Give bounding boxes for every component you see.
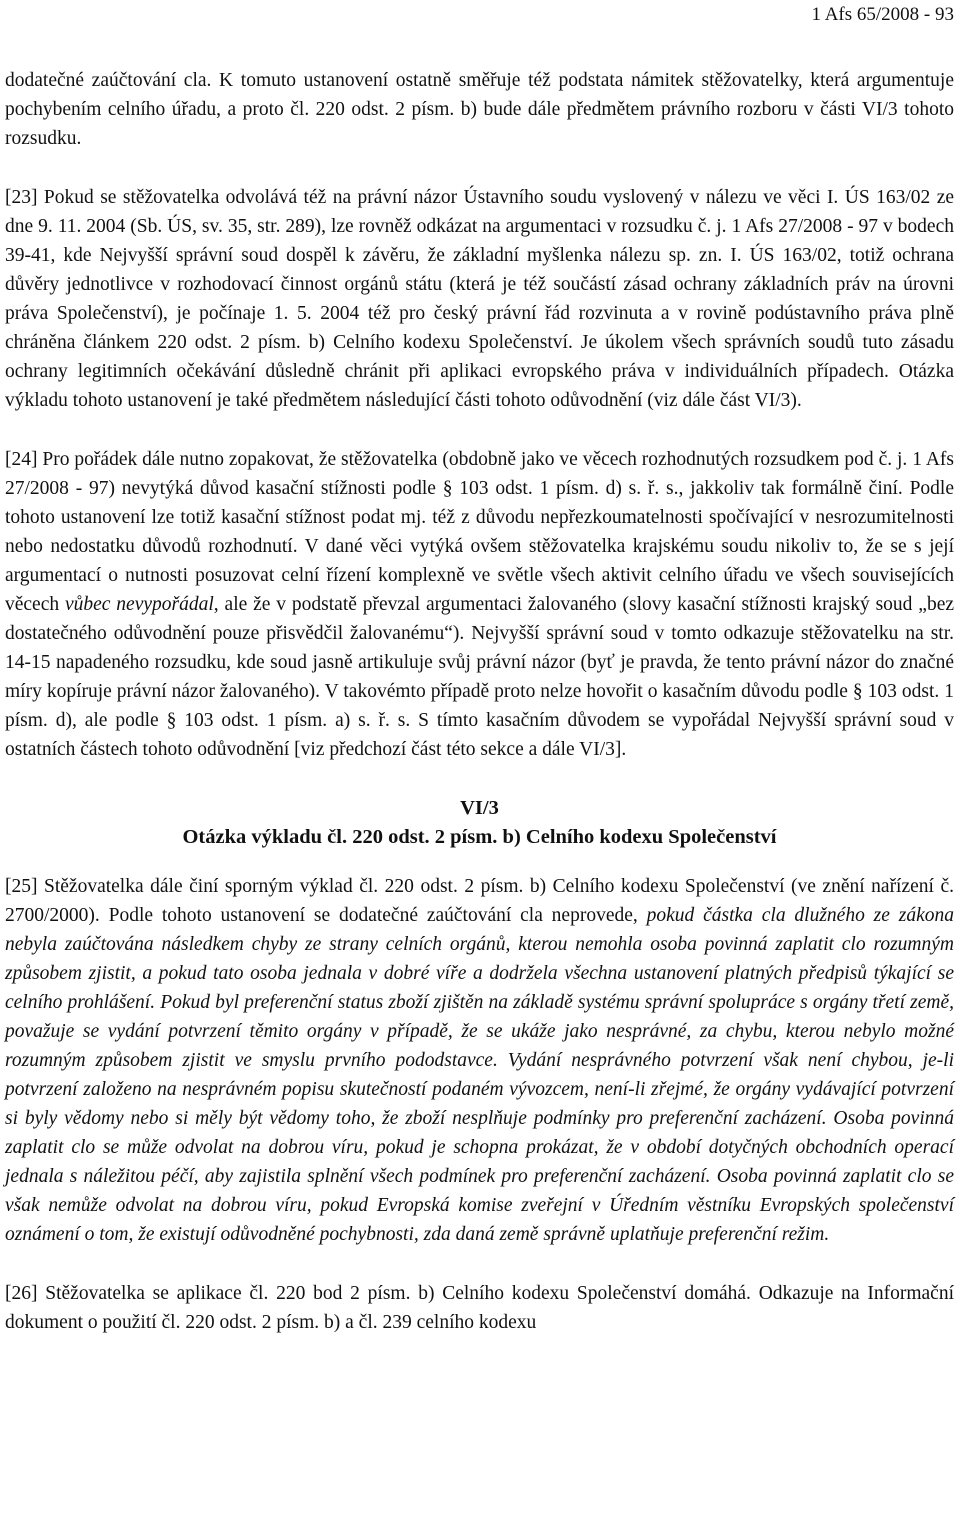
paragraph-24-italic: vůbec nevypořádal [64, 594, 214, 615]
section-title: Otázka výkladu čl. 220 odst. 2 písm. b) Celního kodexu Společenství [182, 826, 777, 848]
paragraph-24-text-b: , ale že v podstatě převzal argumentaci žalovaného (slovy kasační stížnosti krajský soud „bez dostatečného odůvodnění pouze přisvědčil žalovanému“). Nejvyšší správní soud v tomto odkazuje stěžovatelku na str. 14-15 napadeného rozsudku, kde soud jasně artikuluje svůj právní názor (byť je pravda, že tento právní názor do značné míry kopíruje právní názor žalovaného). V takovémto případě proto nelze hovořit o kasačním důvodu podle § 103 odst. 1 písm. d), ale podle § 103 odst. 1 písm. a) s. ř. s. S tímto kasačním důvodem se vypořádal Nejvyšší správní soud v ostatních částech tohoto odůvodnění [viz předchozí část této sekce a dále VI/3]. [5, 594, 955, 760]
paragraph-25-quoted-italic: pokud částka cla dlužného ze zákona nebyla zaúčtována následkem chyby ze strany celních orgánů, kterou nemohla osoba povinná zaplatit clo rozumným způsobem zjistit, a pokud tato osoba jednala v dobré víře a dodržela všechna ustanovení platných předpisů týkající se celního prohlášení. Pokud byl preferenční status zboží zjištěn na základě systému správní spolupráce s orgány třetí země, považuje se vydání potvrzení těmito orgány v případě, že se ukáže jako nesprávné, za chybu, kterou nebylo možné rozumným způsobem zjistit ve smyslu prvního pododstavce. Vydání nesprávného potvrzení však není chybou, je-li potvrzení založeno na nesprávném popisu skutečností podaném vývozcem, není-li zřejmé, že orgány vydávající potvrzení si byly vědomy nebo si měly být vědomy toho, že zboží nesplňuje podmínky pro preferenční zacházení. Osoba povinná zaplatit clo se může odvolat na dobrou víru, pokud je schopna prokázat, že v období dotyčných obchodních operací jednala s náležitou péčí, aby zajistila splnění všech podmínek pro preferenční zacházení. Osoba povinná zaplatit clo se však nemůže odvolat na dobrou víru, pokud Evropská komise zveřejní v Úředním věstníku Evropských společenství oznámení o tom, že existují odůvodněné pochybnosti, zda daná země správně uplatňuje preferenční režim. [5, 905, 954, 1245]
paragraph-25 [5, 872, 954, 1249]
case-reference-header: 1 Afs 65/2008 - 93 [811, 4, 954, 25]
paragraph-continuation: dodatečné zaúčtování cla. K tomuto ustanovení ostatně směřuje též podstata námitek stěžovatelky, která argumentuje pochybením celního úřadu, a proto čl. 220 odst. 2 písm. b) bude dále předmětem právního rozboru v části VI/3 tohoto rozsudku. [5, 70, 954, 149]
paragraph-24 [5, 445, 954, 764]
paragraph-23: [23] Pokud se stěžovatelka odvolává též na právní názor Ústavního soudu vyslovený v nálezu ve věci I. ÚS 163/02 ze dne 9. 11. 2004 (Sb. ÚS, sv. 35, str. 289), lze rovněž odkázat na argumentaci v rozsudku č. j. 1 Afs 27/2008 - 97 v bodech 39-41, kde Nejvyšší správní soud dospěl k závěru, že základní myšlenka nálezu sp. zn. I. ÚS 163/02, totiž ochrana důvěry jednotlivce v rozhodovací činnost orgánů státu (která je též součástí zásad ochrany základních práv na úrovni práva Společenství), je počínaje 1. 5. 2004 též pro český právní řád rozvinuta a v rovině podústavního práva plně chráněna článkem 220 odst. 2 písm. b) Celního kodexu Společenství. Je úkolem všech správních soudů tuto zásadu ochrany legitimních očekávání důsledně chránit při aplikaci evropského práva v individuálních případech. Otázka výkladu tohoto ustanovení je také předmětem následující části tohoto odůvodnění (viz dále část VI/3). [5, 187, 954, 411]
paragraph-24-text-a: [24] Pro pořádek dále nutno zopakovat, že stěžovatelka (obdobně jako ve věcech rozhodnutých rozsudkem pod č. j. 1 Afs 27/2008 - 97) nevytýká důvod kasační stížnosti podle § 103 odst. 1 písm. d) s. ř. s., jakkoliv tak formálně činí. Podle tohoto ustanovení lze totiž kasační stížnost podat mj. též z důvodu nepřezkoumatelnosti spočívající v nesrozumitelnosti nebo nedostatku důvodů rozhodnutí. V dané věci vytýká ovšem stěžovatelka krajskému soudu nikoliv to, že se s její argumentací o nutnosti posuzovat celní řízení komplexně ve světle všech aktivit celního úřadu ve všech souvisejících věcech [5, 449, 954, 615]
document-body [5, 66, 954, 1337]
paragraph-25-text: [25] Stěžovatelka dále činí sporným výklad čl. 220 odst. 2 písm. b) Celního kodexu Společenství (ve znění nařízení č. 2700/2000). Podle tohoto ustanovení se dodatečné zaúčtování cla neprovede, [5, 876, 954, 926]
section-number: VI/3 [460, 797, 499, 819]
paragraph-26: [26] Stěžovatelka se aplikace čl. 220 bod 2 písm. b) Celního kodexu Společenství domáhá. Odkazuje na Informační dokument o použití čl. 220 odst. 2 písm. b) a čl. 239 celního kodexu [5, 1283, 954, 1333]
